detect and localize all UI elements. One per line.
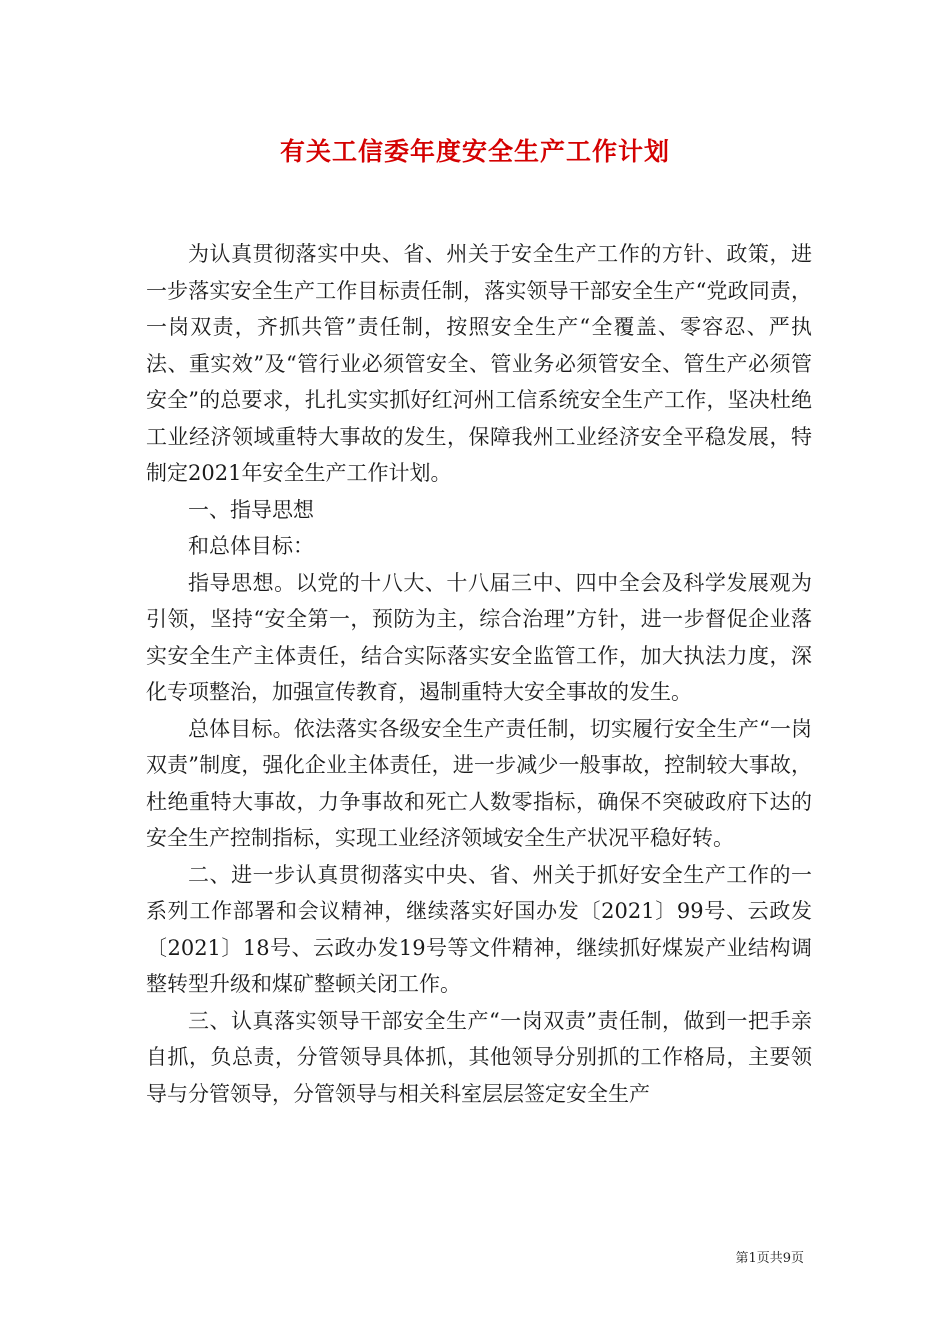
paragraph-section-3: 三、认真落实领导干部安全生产“一岗双责”责任制，做到一把手亲自抓，负总责，分管领导具体抓，其他领导分别抓的工作格局，主要领导与分管领导，分管领导与相关科室层层签定安全生产 <box>146 1008 812 1106</box>
document-title: 有关工信委年度安全生产工作计划 <box>279 137 670 166</box>
paragraph-section-2: 二、进一步认真贯彻落实中央、省、州关于抓好安全生产工作的一系列工作部署和会议精神，继续落实好国办发〔2021〕99号、云政发〔2021〕18号、云政办发19号等文件精神，继续抓好煤炭产业结构调整转型升级和煤矿整顿关闭工作。 <box>146 862 812 996</box>
paragraph-guiding-thought: 指导思想。以党的十八大、十八届三中、四中全会及科学发展观为引领，坚持“安全第一，预防为主，综合治理”方针，进一步督促企业落实安全生产主体责任，结合实际落实安全监管工作，加大执法力度，深化专项整治，加强宣传教育，遏制重特大安全事故的发生。 <box>146 570 812 704</box>
section-subheading-1: 和总体目标： <box>188 534 314 558</box>
paragraph-intro: 为认真贯彻落实中央、省、州关于安全生产工作的方针、政策，进一步落实安全生产工作目标责任制，落实领导干部安全生产“党政同责，一岗双责，齐抓共管”责任制，按照安全生产“全覆盖、零容忍、严执法、重实效”及“管行业必须管安全、管业务必须管安全、管生产必须管安全”的总要求，扎扎实实抓好红河州工信系统安全生产工作，坚决杜绝工业经济领域重特大事故的发生，保障我州工业经济安全平稳发展，特制定2021年安全生产工作计划。 <box>146 242 812 485</box>
section-heading-1: 一、指导思想 <box>188 497 314 522</box>
page-number: 第1页共9页 <box>735 1251 804 1266</box>
paragraph-overall-goal: 总体目标。依法落实各级安全生产责任制，切实履行安全生产“一岗双责”制度，强化企业主体责任，进一步减少一般事故，控制较大事故，杜绝重特大事故，力争事故和死亡人数零指标，确保不突破政府下达的安全生产控制指标，实现工业经济领域安全生产状况平稳好转。 <box>146 716 812 850</box>
document-body <box>146 236 812 1112</box>
